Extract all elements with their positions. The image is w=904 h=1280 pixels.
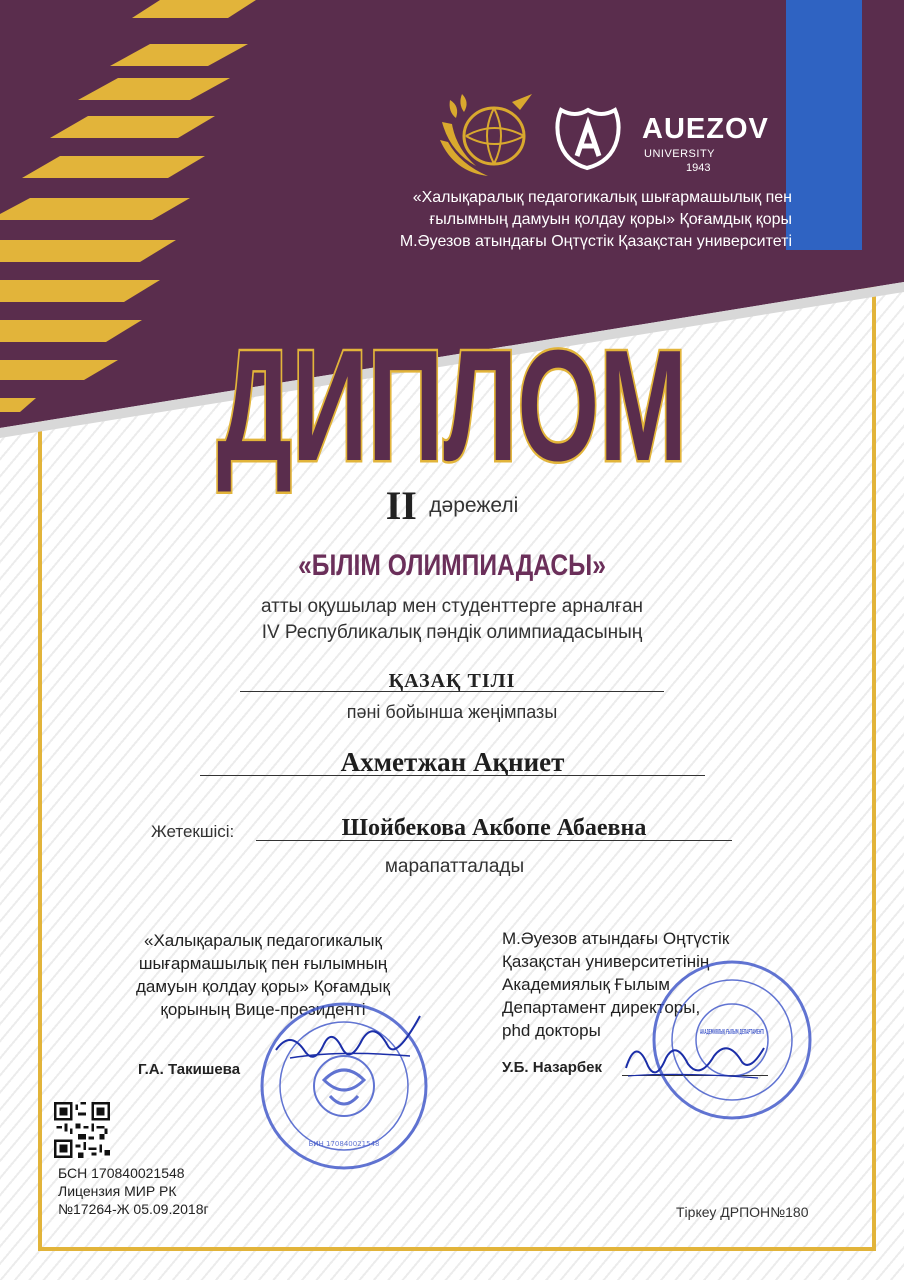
supervisor-label: Жетекшісі:	[151, 822, 235, 841]
right-signer-name: У.Б. Назарбек	[502, 1059, 602, 1076]
signatory-line: «Халықаралық педагогикалық	[143, 931, 382, 950]
footer-license-info	[58, 1164, 209, 1218]
supervisor-underline	[256, 840, 732, 841]
signatory-line: Қазақстан университетінің	[502, 952, 710, 971]
degree-line	[0, 482, 904, 529]
signatory-line: шығармашылық пен ғылымның	[138, 954, 388, 973]
globe-laurel-logo-icon	[436, 92, 536, 178]
org-line: ғылымның дамуын қолдау қоры» Қоғамдық қоры	[429, 211, 792, 228]
brand-subtitle: UNIVERSITY	[644, 148, 716, 160]
org-line: М.Әуезов атындағы Оңтүстік Қазақстан университеті	[399, 233, 792, 250]
subject-caption: пәні бойынша жеңімпазы	[346, 702, 558, 722]
signatory-line: phd докторы	[502, 1021, 601, 1040]
awarded-text: марапатталады	[384, 856, 525, 877]
brand-year: 1943	[686, 162, 711, 174]
olympiad-name: «БІЛІМ ОЛИМПИАДАСЫ»	[298, 549, 606, 582]
supervisor-name: Шойбекова Акбопе Абаевна	[341, 815, 647, 841]
org-line: «Халықаралық педагогикалық шығармашылық пен	[412, 189, 792, 206]
left-handwritten-signature-icon	[270, 1010, 430, 1080]
degree-word: дәрежелі	[429, 493, 519, 517]
footer-line: БСН 170840021548	[58, 1165, 185, 1181]
right-handwritten-signature-icon	[618, 1028, 768, 1088]
subject-underline	[240, 691, 664, 692]
olympiad-description-1: атты оқушылар мен студенттерге арналған	[260, 596, 644, 617]
footer-line: Лицензия МИР РК	[58, 1183, 177, 1199]
organization-text	[280, 187, 792, 253]
blue-accent-bar	[786, 0, 862, 250]
right-stamp-text: АКАДЕМИЯЛЫҚ ҒЫЛЫМ ДЕПАРТАМЕНТІ	[700, 1028, 764, 1036]
signatory-line: М.Әуезов атындағы Оңтүстік	[502, 929, 730, 948]
qr-code-icon	[54, 1102, 110, 1158]
signatory-line: қорының Вице-президенті	[160, 1000, 366, 1019]
brand-name: AUEZOV	[642, 113, 769, 145]
diploma-title-text: ДИПЛОМ	[217, 318, 687, 494]
winner-underline	[200, 775, 705, 776]
left-signer-name: Г.А. Такишева	[138, 1061, 241, 1078]
degree-number: II	[385, 483, 417, 528]
footer-line: №17264-Ж 05.09.2018г	[58, 1201, 209, 1217]
left-stamp-bin: БИН 170840021548	[308, 1140, 380, 1148]
signatory-line: дамуын қолдау қоры» Қоғамдық	[136, 977, 390, 996]
winner-name: Ахметжан Ақниет	[340, 747, 565, 777]
signatory-line: Департамент директоры,	[502, 998, 701, 1017]
olympiad-description-2: IV Республикалық пәндік олимпиадасының	[261, 622, 643, 643]
subject-name: ҚАЗАҚ ТІЛІ	[388, 670, 516, 692]
auezov-university-logo-icon	[553, 104, 623, 170]
signatory-line: Академиялық Ғылым	[502, 975, 670, 994]
diploma-title	[200, 318, 704, 494]
registration-number: Тіркеу ДРПОН№180	[676, 1204, 809, 1220]
